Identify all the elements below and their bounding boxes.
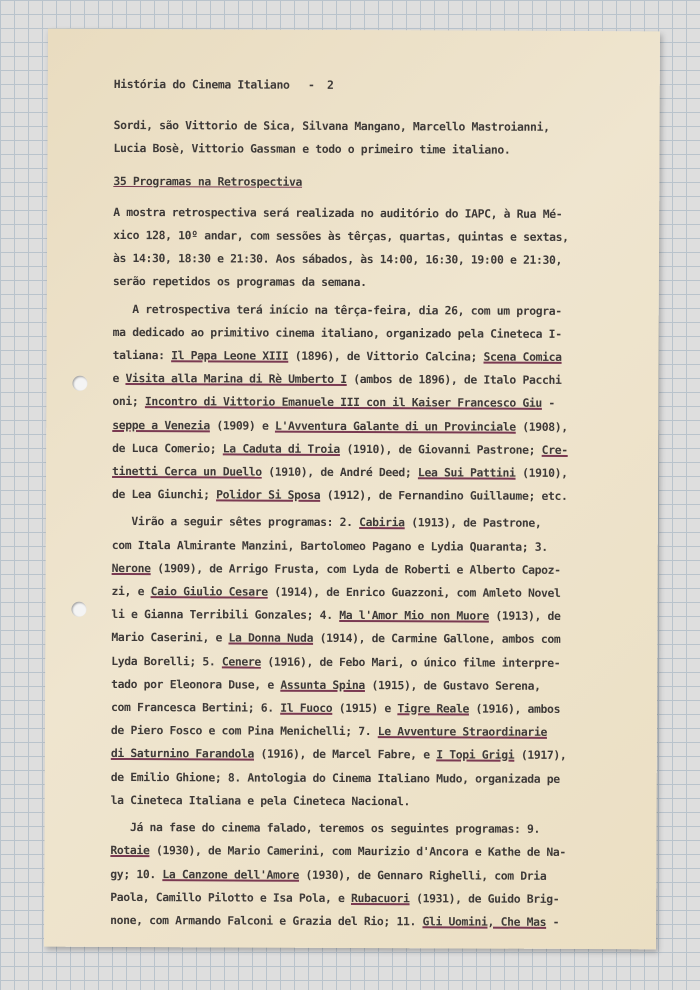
text-line: [111, 742, 651, 768]
text-segment: (1909) e: [209, 418, 276, 433]
text-line: [110, 839, 650, 865]
film-title: Nerone: [111, 560, 151, 575]
film-title: tinetti Cerca un Duello: [112, 463, 262, 479]
text-line: [111, 673, 651, 699]
film-title: Il Fuoco: [280, 700, 333, 715]
film-title: Rotaie: [110, 843, 150, 858]
text-segment: -: [546, 914, 560, 929]
film-title: Gli Uomini, Che Mas: [422, 914, 547, 929]
header-title: História do Cinema Italiano: [113, 76, 290, 92]
film-title: seppe a Venezia: [112, 417, 210, 433]
text-line: [112, 534, 652, 560]
text-segment: de Luca Comerio;: [112, 440, 223, 456]
schedule-paragraph: [113, 201, 653, 296]
text-segment: e: [112, 371, 126, 386]
text-line: xico 128, 10º andar, com sessões às têrças, quartas, quintas e sextas,: [113, 227, 569, 244]
text-segment: (1930), de Mario Camerini, com Maurizio d'Ancora e Kathe de Na-: [149, 843, 566, 860]
text-line: [110, 909, 650, 935]
text-line: [111, 789, 651, 815]
program-paragraph-3: [110, 816, 651, 934]
film-title: Tigre Reale: [397, 701, 470, 716]
text-line: [110, 886, 650, 912]
text-line: [112, 510, 652, 536]
text-segment: com Itala Almirante Manzini, Bartolomeo Pagano e Lydia Quaranta; 3.: [111, 537, 548, 554]
text-line: [111, 650, 651, 676]
text-segment: (1915) e: [332, 700, 398, 716]
film-title: di Saturnino Farandola: [110, 746, 255, 762]
text-line: [111, 766, 651, 792]
text-segment: (1914), de Carmine Gallone, ambos com: [313, 631, 561, 647]
text-segment: (1917),: [514, 748, 567, 763]
program-paragraph-2: [111, 510, 652, 814]
text-segment: de Emilio Ghione; 8. Antologia do Cinema Italiano Mudo, organizada pe: [110, 769, 560, 786]
text-segment: gy; 10.: [110, 866, 163, 881]
text-segment: la Cineteca Italiana e pela Cineteca Nacional.: [110, 792, 411, 809]
text-line: [112, 414, 652, 440]
text-segment: (1910), de André Deed;: [261, 464, 418, 480]
text-line: [111, 580, 651, 606]
punch-hole-bottom: [71, 602, 86, 617]
text-segment: Lyda Borelli; 5.: [111, 653, 222, 669]
text-line: [111, 603, 651, 629]
text-segment: taliana:: [112, 347, 172, 363]
text-line: [113, 298, 653, 324]
typewritten-text: [110, 73, 654, 934]
film-title: La Caduta di Troia: [222, 441, 340, 456]
text-segment: A retrospectiva terá início na têrça-feira, dia 26, com um progra-: [112, 301, 562, 318]
text-segment: (1896), de Vittorio Calcina;: [288, 348, 484, 364]
text-segment: (1913), de Pastrone,: [404, 515, 542, 531]
film-title: Cabiria: [359, 515, 405, 530]
text-line: serão repetidos os programas da semana.: [112, 274, 367, 290]
text-line: [113, 344, 653, 370]
film-title: Visita alla Marina di Rè Umberto I: [125, 371, 347, 387]
text-segment: (ambos de 1896), de Italo Pacchi: [346, 372, 562, 388]
text-segment: com Francesca Bertini; 6.: [111, 700, 281, 715]
page-number: 2: [326, 77, 334, 92]
text-segment: ma dedicado ao primitivo cinema italiano, organizado pela Cineteca I-: [112, 324, 562, 341]
film-title: La Canzone dell'Amore: [162, 866, 300, 882]
text-line: às 14:30, 18:30 e 21:30. Aos sábados, às 14:00, 16:30, 19:00 e 21:30,: [112, 251, 563, 268]
header-separator: -: [307, 77, 315, 92]
text-line: [110, 862, 650, 888]
intro-paragraph: [113, 114, 653, 163]
text-segment: (1916), de Febo Mari, o único filme interpre-: [260, 654, 561, 670]
text-line: [111, 626, 651, 652]
film-title: Incontro di Vittorio Emanuele III con il Kaiser Francesco Giu: [144, 394, 542, 411]
film-title: Cenere: [221, 654, 261, 669]
text-line: [112, 557, 652, 583]
text-line: Lucia Bosè, Vittorio Gassman e todo o primeiro time italiano.: [113, 141, 511, 158]
page-header: [114, 73, 654, 99]
text-segment: Paola, Camillo Pilotto e Isa Pola, e: [110, 889, 352, 905]
section-heading: [113, 170, 653, 196]
text-line: [112, 437, 652, 463]
text-segment: (1914), de Enrico Guazzoni, com Amleto Novel: [267, 584, 561, 600]
film-title: Il Papa Leone XIII: [171, 348, 289, 363]
text-segment: (1909), de Arrigo Frusta, com Lyda de Roberti e Alberto Capoz-: [150, 560, 561, 577]
text-line: [112, 483, 652, 509]
film-title: Scena Comica: [483, 349, 562, 364]
film-title: Polidor Si Sposa: [216, 487, 321, 503]
text-line: [113, 321, 653, 347]
text-segment: (1912), de Fernandino Guillaume; etc.: [320, 488, 568, 504]
text-segment: (1930), de Gennaro Righelli, com Dria: [299, 867, 547, 883]
film-title: La Donna Nuda: [228, 630, 314, 646]
text-line: [112, 390, 652, 416]
text-line: [112, 460, 652, 486]
film-title: Rubacuori: [350, 890, 410, 905]
text-segment: oni;: [112, 394, 145, 409]
text-segment: de Piero Fosco e com Pina Menichelli; 7.: [110, 723, 378, 739]
text-segment: zi, e: [111, 584, 151, 599]
document-sheet: [44, 29, 660, 950]
text-segment: (1915), de Gustavo Serena,: [364, 677, 541, 693]
text-segment: -: [541, 396, 555, 411]
text-segment: tado por Eleonora Duse, e: [111, 676, 281, 692]
text-segment: Mario Caserini, e: [111, 630, 229, 645]
text-line: Sordi, são Vittorio de Sica, Silvana Mangano, Marcello Mastroianni,: [113, 118, 550, 135]
text-segment: none, com Armando Falconi e Grazia del Rio; 11.: [110, 912, 423, 929]
film-title: Ma l'Amor Mio non Muore: [339, 608, 489, 623]
film-title: Caio Giulio Cesare: [150, 584, 268, 599]
film-title: I Topi Grigi: [436, 747, 515, 763]
film-title: Assunta Spina: [280, 677, 365, 692]
text-segment: (1908),: [515, 419, 568, 434]
text-line: [111, 696, 651, 722]
text-segment: li e Gianna Terribili Gonzales; 4.: [111, 607, 340, 623]
text-segment: (1910),: [515, 465, 568, 480]
film-title: Lea Sui Pattini: [417, 465, 516, 480]
film-title: Le Avventure Straordinarie: [377, 724, 548, 740]
film-title: Cre-: [541, 442, 568, 457]
text-segment: (1916), ambos: [468, 701, 561, 716]
text-segment: Já na fase do cinema falado, teremos os seguintes programas: 9.: [110, 820, 541, 836]
text-segment: de Lea Giunchi;: [111, 487, 217, 502]
text-segment: (1913), de: [488, 608, 561, 624]
text-line: [111, 719, 651, 745]
text-line: [112, 367, 652, 393]
text-line: [110, 816, 650, 842]
text-line: A mostra retrospectiva será realizada no auditório do IAPC, à Rua Mé-: [113, 204, 563, 221]
text-segment: Virão a seguir sêtes programas: 2.: [111, 514, 360, 530]
punch-hole-top: [72, 376, 87, 391]
film-title: L'Avventura Galante di un Provinciale: [274, 418, 516, 434]
section-heading-text: 35 Programas na Retrospectiva: [113, 173, 303, 189]
text-segment: (1916), de Marcel Fabre, e: [253, 747, 437, 762]
program-paragraph-1: [112, 298, 653, 509]
text-segment: (1910), de Giovanni Pastrone;: [339, 441, 542, 457]
text-segment: (1931), de Guido Brig-: [409, 890, 560, 906]
